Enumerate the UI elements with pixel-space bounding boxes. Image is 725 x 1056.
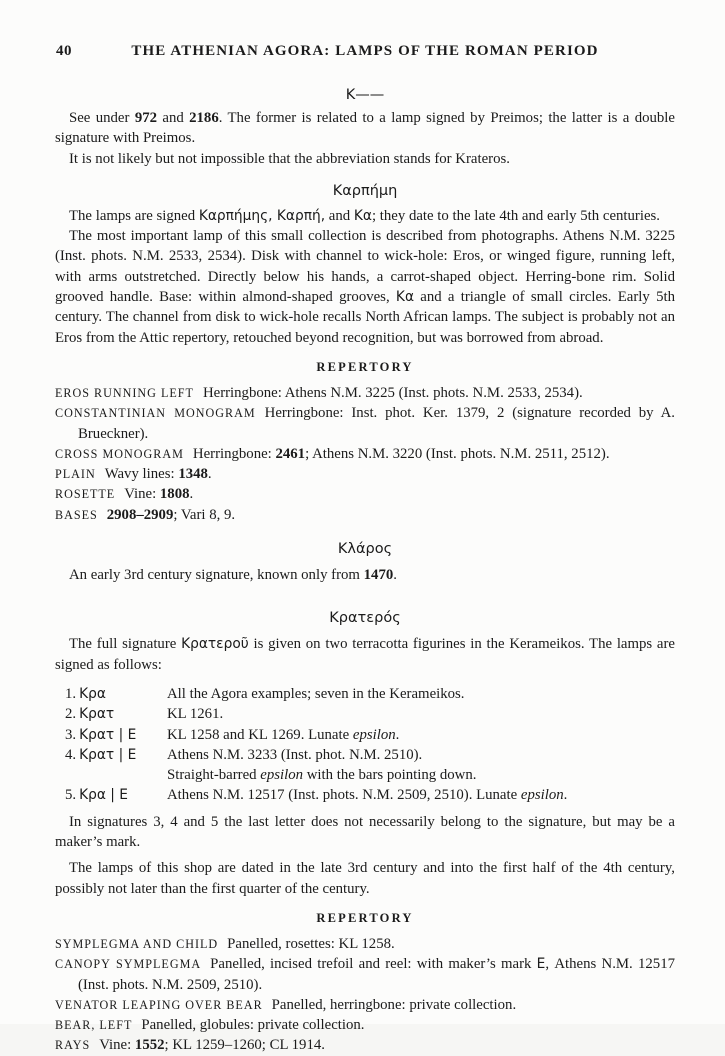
signature-description: Athens N.M. 3233 (Inst. phot. N.M. 2510).	[167, 746, 423, 763]
repertory-entry-cross-monogram: CROSS MONOGRAM Herringbone: 2461; Athens N.M. 3220 (Inst. phots. N.M. 2511, 2512).	[55, 445, 610, 462]
signature-greek: Κρα	[79, 685, 106, 702]
paragraph-k-1: See under 972 and 2186. The former is related to a lamp signed by Preimos; the latter is a double signature with Preimos.	[55, 110, 675, 147]
signature-number: 5.	[65, 787, 77, 804]
signature-description: KL 1258 and KL 1269. Lunate epsilon.	[167, 726, 400, 743]
signature-label-spacer	[55, 765, 167, 785]
signature-label	[55, 704, 167, 724]
section-heading-karpeme: Καρπήμη	[332, 182, 398, 199]
paragraph-krateros-note2: The lamps of this shop are dated in the late 3rd century and into the first half of the 4th century, possibly not later than the first quarter of the century.	[55, 860, 675, 897]
repertory-entry-rosette: ROSETTE Vine: 1808.	[55, 486, 194, 503]
running-head	[55, 42, 675, 61]
signature-greek: Κρατ | Ε	[79, 726, 137, 743]
signature-number: 4.	[65, 746, 77, 763]
paragraph-karpeme-2: The most important lamp of this small collection is described from photographs. Athens N.M. 3225 (Inst. phots. N.M. 2533, 2534). Disk with channel to wick-hole: Eros, or winged figure, running left, with arms outstretched. Directly below his hands, a carrot-shaped object. Herring-bone rim. Solid grooved handle. Base: within almond-shaped grooves, Κα and a triangle of small circles. Early 5th century. The channel from disk to wick-hole recalls North African lamps. The subject is probably not an Eros from the Attic repertory, retouched beyond recognition, but was borrowed from abroad.	[55, 228, 675, 346]
signature-label	[55, 684, 167, 704]
signature-number: 1.	[65, 685, 77, 702]
signature-description: KL 1261.	[167, 706, 224, 723]
repertory-entry-rays: RAYS Vine: 1552; KL 1259–1260; CL 1914.	[55, 1037, 325, 1054]
repertory-heading-1: REPERTORY	[316, 359, 414, 374]
signature-item-5	[55, 785, 675, 805]
repertory-entry-bases: BASES 2908–2909; Vari 8, 9.	[55, 506, 236, 523]
paragraph-k-2: It is not likely but not impossible that the abbreviation stands for Krateros.	[69, 150, 510, 167]
repertory-entry-symplegma-and-child: SYMPLEGMA AND CHILD Panelled, rosettes: KL 1258.	[55, 935, 395, 952]
signature-item-4	[55, 745, 675, 765]
repertory-entry-plain: PLAIN Wavy lines: 1348.	[55, 466, 212, 483]
signature-greek: Κρατ	[79, 706, 115, 723]
page-number: 40	[56, 43, 72, 59]
signature-item-4-continuation	[55, 765, 675, 785]
repertory-entry-bear-left: BEAR, LEFT Panelled, globules: private collection.	[55, 1017, 365, 1034]
section-heading-k: Κ——	[345, 87, 385, 103]
section-heading-klaros: Κλάρος	[337, 541, 393, 558]
signature-item-1	[55, 684, 675, 704]
signature-description: All the Agora examples; seven in the Kerameikos.	[167, 685, 465, 702]
signature-greek: Κρα | Ε	[79, 787, 128, 804]
signature-description: Athens N.M. 12517 (Inst. phots. N.M. 2509, 2510). Lunate epsilon.	[167, 787, 568, 804]
repertory-entry-constantinian-monogram: CONSTANTINIAN MONOGRAM Herringbone: Inst. phot. Ker. 1379, 2 (signature recorded by A. Brueckner).	[55, 405, 675, 442]
signature-list	[55, 684, 675, 806]
signature-label	[55, 725, 167, 745]
repertory-entry-canopy-symplegma: CANOPY SYMPLEGMA Panelled, incised trefoil and reel: with maker’s mark Ε, Athens N.M. 12517 (Inst. phots. N.M. 2509, 2510).	[55, 956, 676, 993]
repertory-entry-venator-leaping-over-bear: VENATOR LEAPING OVER BEAR Panelled, herringbone: private collection.	[55, 996, 517, 1013]
signature-label	[55, 785, 167, 805]
signature-item-2	[55, 704, 675, 724]
signature-number: 3.	[65, 726, 77, 743]
paragraph-krateros-intro: The full signature Κρατεροῦ is given on two terracotta figurines in the Kerameikos. The lamps are signed as follows:	[55, 636, 675, 673]
signature-item-3	[55, 725, 675, 745]
paragraph-klaros: An early 3rd century signature, known only from 1470.	[69, 567, 397, 584]
signature-number: 2.	[65, 706, 77, 723]
paragraph-krateros-note1: In signatures 3, 4 and 5 the last letter does not necessarily belong to the signature, but may be a maker’s mark.	[55, 813, 675, 851]
repertory-heading-2: REPERTORY	[316, 910, 414, 925]
signature-label	[55, 745, 167, 765]
signature-description: Straight-barred epsilon with the bars pointing down.	[167, 767, 477, 784]
repertory-entry-eros-running-left: EROS RUNNING LEFT Herringbone: Athens N.M. 3225 (Inst. phots. N.M. 2533, 2534).	[55, 384, 583, 401]
signature-greek: Κρατ | Ε	[79, 746, 137, 763]
paragraph-karpeme-1: The lamps are signed Καρπήμης, Καρπή, and Κα; they date to the late 4th and early 5th centuries.	[69, 207, 660, 224]
section-heading-krateros: Κρατερός	[329, 610, 401, 627]
running-title: THE ATHENIAN AGORA: LAMPS OF THE ROMAN PERIOD	[131, 43, 599, 59]
